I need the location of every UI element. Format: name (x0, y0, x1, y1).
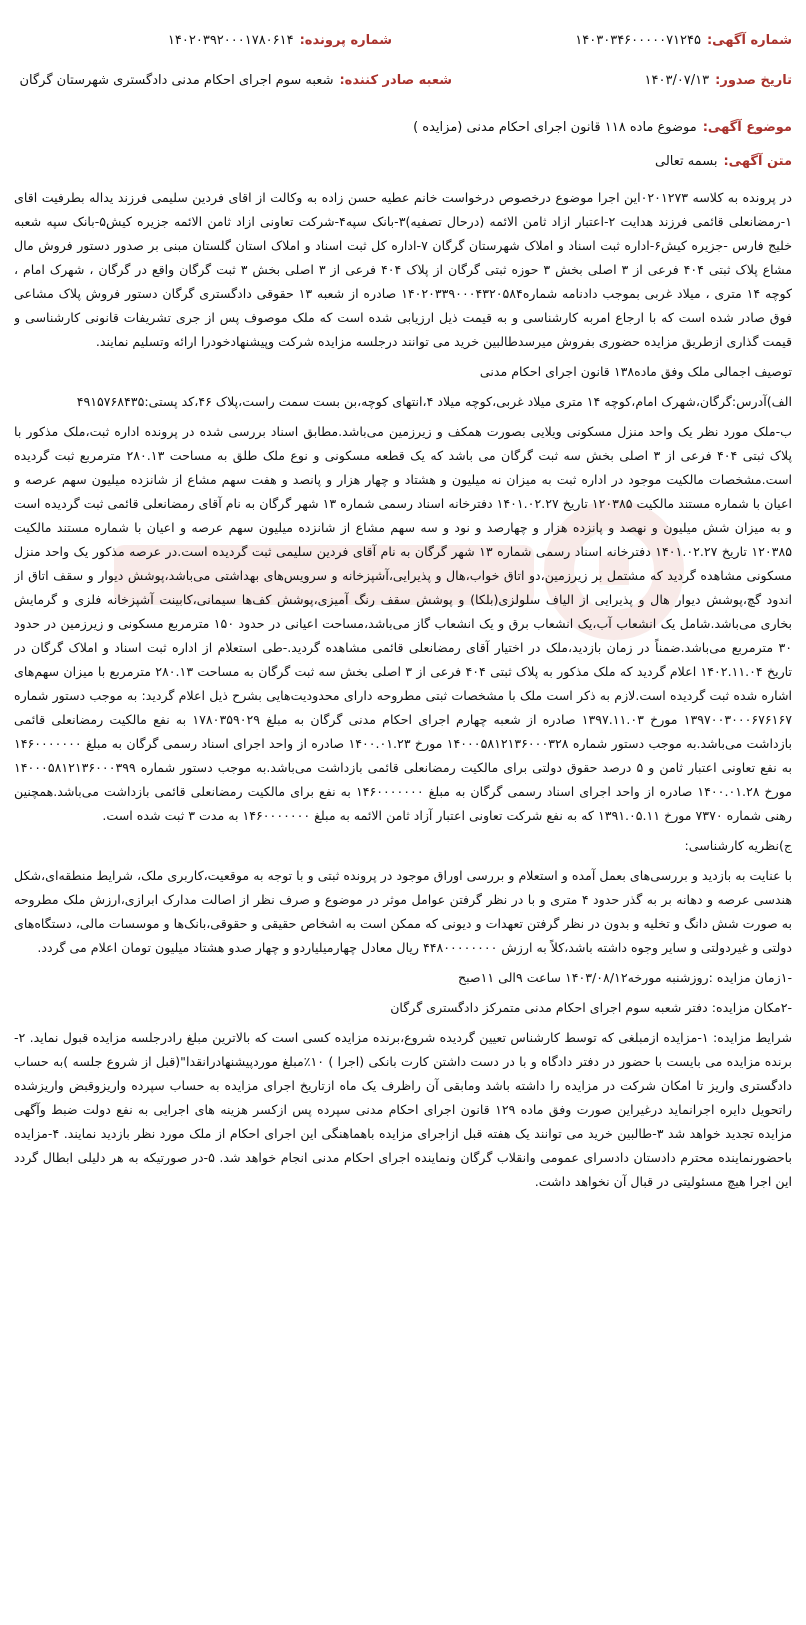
body-header-field (14, 153, 792, 171)
paragraph-auction-time: -۱زمان مزایده :روزشنبه مورخه۱۴۰۳/۰۸/۱۲ ساعت ۹الی ۱۱صبح (457, 970, 792, 985)
issue-date-value: ۱۴۰۳/۰۷/۱۳ (644, 73, 710, 88)
paragraph-description-heading: توصیف اجمالی ملک وفق ماده۱۳۸ قانون اجرای احکام مدنی (479, 364, 792, 379)
paragraph-case-intro: در پرونده به کلاسه ۰۲۰۱۲۷۳این اجرا موضوع درخصوص درخواست خانم عطیه حسن زاده به وکالت از اقای فردین سلیمی فرزند یداله بطرفیت اقای ۱-رمضانعلی قائمی فرزند هدایت ۲-اعتبار ازاد ثامن الائمه (درحال تصفیه)۳-بانک سپه۴-شرکت تعاونی ازاد ثامن الائمه جزیره کیش۵-بانک سپه شعبه خلیج فارس -جزیره کیش۶-اداره ثبت اسناد و املاک شهرستان گرگان ۷-اداره کل ثبت اسناد و املاک استان گلستان مبنی بر صدور دستور فروش مال مشاع پلاک ثبتی ۴۰۴ فرعی از ۳ اصلی بخش ۳ حوزه ثبتی گرگان از پلاک ۴۰۴ فرعی از ۳ اصلی بخش ۳ ثبت گرگان واقع در گرگان ، شهرک امام ، کوچه ۱۴ متری ، میلاد غربی بموجب دادنامه شماره۱۴۰۲۰۳۳۹۰۰۰۴۳۲۰۵۸۴ صادره از شعبه ۱۳ حقوقی دادگستری گرگان دستور فروش پلاک مشاعی فوق صادر شده است که با ارجاع امربه کارشناسی و به قیمت ذیل ارزیابی شده است که ملک موصوف پس از جری تشریفات قانونی کارشناسی و قیمت گذاری ازطریق مزایده حضوری بفروش میرسدطالبین خرید می توانند درجلسه مزایده شرکت وپیشنهادخودرا ارائه وتسلیم نمایند. (14, 190, 792, 349)
issuing-branch-label: شعبه صادر کننده: (339, 73, 452, 88)
body-header-label: متن آگهی: (723, 154, 792, 169)
ad-number-value: ۱۴۰۳۰۳۴۶۰۰۰۰۰۷۱۲۴۵ (575, 33, 701, 48)
paragraph-expert-opinion: با عنایت به بازدید و بررسی‌های بعمل آمده و استعلام و بررسی اوراق موجود در پرونده ثبتی و با توجه به موقعیت،کاربری ملک، شرایط منطقه‌ای،شکل هندسی عرصه و دهانه بر به گذر حدود ۴ متری و با در نظر گرفتن عوامل موثر در موضوع و صرف نظر از اصالت مدارک ابرازی،ارزش ملک مطروحه به صورت شش دانگ و تخلیه و بدون در نظر گرفتن تعهدات و دیونی که ممکن است به اشخاص حقیقی و حقوقی،بانک‌ها و موسسات مالی، دستگاه‌های دولتی و غیردولتی و سایر وجوه داشته باشد،کلاً به ارزش ۴۴۸۰۰۰۰۰۰۰۰ ریال معادل چهارمیلیاردو و چهار صدو هشتاد میلیون تومان اعلام می گردد. (14, 868, 792, 955)
body-header-value: بسمه تعالی (654, 154, 718, 169)
subject-value: موضوع ماده ۱۱۸ قانون اجرای احکام مدنی (مزایده ) (413, 120, 697, 135)
subject-label: موضوع آگهی: (702, 120, 792, 135)
case-number-label: شماره پرونده: (299, 33, 392, 48)
paragraph-property-details: ب-ملک مورد نظر یک واحد منزل مسکونی ویلایی بصورت همکف و زیرزمین می‌باشد.مطابق اسناد بررسی شده در پرونده اداره ثبت،ملک مذکور با پلاک ثبتی ۴۰۴ فرعی از ۳ اصلی بخش سه ثبت گرگان می باشد که یک قطعه مسکونی و نوع ملک طلق به مساحت ۲۸۰.۱۳ مترمربع ثبت گردیده است.مشخصات مالکیت موجود در اداره ثبت به میزان نه میلیون و هشتاد و چهار هزار و پانصد و هفت سهم مشاع از شانزده میلیون سهم عرصه و اعیان با شماره مستند مالکیت ۱۲۰۳۸۵ تاریخ ۱۴۰۱.۰۲.۲۷ دفترخانه اسناد رسمی شماره ۱۳ شهر گرگان به نام آقای رمضانعلی قائمی ثبت گردیده است و به میزان شش میلیون و نهصد و پانزده هزار و چهارصد و نود و سه سهم مشاع از شانزده میلیون سهم عرصه و اعیان با شماره مستند مالکیت ۱۲۰۳۸۵ تاریخ ۱۴۰۱.۰۲.۲۷ دفترخانه اسناد رسمی شماره ۱۳ شهر گرگان به نام آقای فردین سلیمی ثبت گردیده است.در عرصه مذکور یک واحد منزل مسکونی مشاهده گردید که مشتمل بر زیرزمین،دو اتاق خواب،هال و پذیرایی،آشپزخانه و سرویس‌های بهداشتی می‌باشد،پوشش دیوار و سقف اتاق از اندود گچ،پوشش دیوار هال و پذیرایی از الیاف سلولزی(بلکا) و پوشش سقف رنگ آمیزی،پوشش کف‌ها سیمانی،کابینت آشپزخانه فلزی و گرمایش بخاری می‌باشد.شامل یک انشعاب آب،یک انشعاب برق و یک انشعاب گاز می‌باشد،مساحت اعیانی در حدود ۱۵۰ مترمربع مسکونی و زیرزمین در حدود ۳۰ مترمربع می‌باشد.ضمناً در زمان بازدید،ملک در اختیار آقای رمضانعلی قائمی مشاهده گردید.-طی استعلام از اداره ثبت اسناد و املاک گرگان در تاریخ ۱۴۰۲.۱۱.۰۴ اعلام گردید که ملک مذکور به پلاک ثبتی ۴۰۴ فرعی از ۳ اصلی بخش سه ثبت گرگان به مساحت ۲۸۰.۱۳ مترمربع با میزان سهم‌های اشاره شده ثبت گردیده است.لازم به ذکر است ملک با مشخصات ثبتی مطروحه دارای محدودیت‌هایی بشرح ذیل اعلام گردید: به موجب دستور شماره ۱۳۹۷۰۰۳۰۰۰۶۷۶۱۶۷ مورخ ۱۳۹۷.۱۱.۰۳ صادره از شعبه چهارم اجرای احکام مدنی گرگان به مبلغ ۱۷۸۰۳۵۹۰۲۹ به نفع مالکیت رمضانعلی قائمی بازداشت می‌باشد.به موجب دستور شماره ۱۴۰۰۰۵۸۱۲۱۳۶۰۰۰۳۲۸ مورخ ۱۴۰۰.۰۱.۲۳ صادره از واحد اجرای اسناد رسمی گرگان به مبلغ ۱۴۶۰۰۰۰۰۰۰ به نفع تعاونی اعتبار ثامن و ۵ درصد حقوق دولتی برای مالکیت رمضانعلی قائمی بازداشت می‌باشد.به موجب دستور شماره ۱۴۰۰۰۵۸۱۲۱۳۶۰۰۰۳۹۹ مورخ ۱۴۰۰.۰۱.۲۸ صادره از واحد اجرای اسناد رسمی گرگان به مبلغ ۱۴۶۰۰۰۰۰۰۰ به نفع برای مالکیت رمضانعلی قائمی بازداشت می‌باشد.همچنین رهنی شماره ۷۳۷۰ مورخ ۱۳۹۱.۰۵.۱۱ که به نفع شرکت تعاونی اعتبار آزاد ثامن الائمه به مبلغ ۱۴۶۰۰۰۰۰۰۰ به مدت ۳ ثبت شده است. (14, 424, 792, 823)
ad-number-label: شماره آگهی: (706, 33, 792, 48)
case-number-value: ۱۴۰۲۰۳۹۲۰۰۰۱۷۸۰۶۱۴ (167, 33, 294, 48)
subject-field (14, 119, 792, 137)
paragraph-address: الف)آدرس:گرگان،شهرک امام،کوچه ۱۴ متری میلاد غربی،کوچه میلاد ۴،انتهای کوچه،بن بست سمت راست،پلاک ۴۶،کد پستی:۴۹۱۵۷۶۸۴۳۵ (76, 394, 792, 409)
issuing-branch-value: شعبه سوم اجرای احکام مدنی دادگستری شهرستان گرگان (19, 73, 334, 88)
paragraph-auction-conditions: شرایط مزایده: ۱-مزایده ازمبلغی که توسط کارشناس تعیین گردیده شروع،برنده مزایده کسی است که بالاترین مبلغ رادرجلسه مزایده قبول نماید. ۲-برنده مزایده می بایست با حضور در دفتر دادگاه و با در دست داشتن کارت بانکی (اجرا ) ۱۰٪مبلغ موردپیشنهادرانقدا"(قبل از شروع جلسه )به حساب دادگستری واریز تا امکان شرکت در مزایده را داشته باشد ومابقی آن راظرف یک ماه ازتاریخ اجرای مزایده به حساب سپرده واریزوقبض واریزشده راتحویل دایره اجرانماید درغیراین صورت وفق ماده ۱۲۹ قانون اجرای احکام مدنی سپرده پس ازکسر هزینه های اجرایی به نفع دولت ضبط وآگهی مزایده تجدید خواهد شد ۳-طالبین خرید می توانند یک هفته قبل ازاجرای مزایده باهماهنگی این اجرای احکام از ملک مورد نظر بازدید نمایند. ۴-مزایده باحضورنماینده محترم دادستان دادسرای عمومی وانقلاب گرگان ونماینده اجرای احکام مدنی انجام خواهد شد. ۵-در صورتیکه به هر دلیلی ابطال گردد این اجرا هیچ مسئولیتی در قبال آن نخواهد داشت. (14, 1030, 792, 1189)
case-number-field (168, 32, 392, 50)
issue-date-label: تاریخ صدور: (715, 73, 792, 88)
issuing-branch-field (19, 72, 452, 90)
announcement-body (14, 186, 792, 1200)
paragraph-auction-place: -۲مکان مزایده: دفتر شعبه سوم اجرای احکام مدنی متمرکز دادگستری گرگان (390, 1000, 792, 1015)
issue-date-field (645, 72, 792, 90)
paragraph-expert-heading: ج)نظریه کارشناسی: (684, 838, 792, 853)
announcement-page (14, 0, 792, 1625)
ad-number-field (575, 32, 792, 50)
